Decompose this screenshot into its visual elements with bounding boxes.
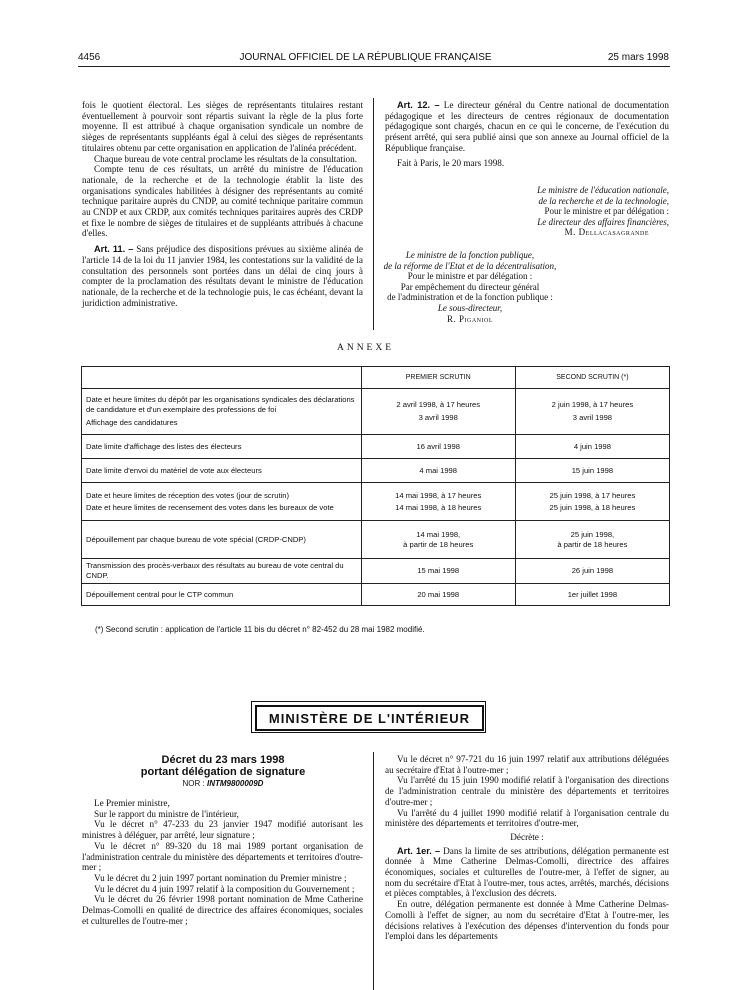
- article-label: Art. 12. –: [397, 100, 440, 110]
- row-label: Date et heure limites de recensement des votes dans les bureaux de vote: [86, 502, 334, 512]
- cell-value: 4 mai 1998: [361, 459, 515, 483]
- paragraph: Vu le décret du 2 juin 1997 portant nomination du Premier ministre ;: [94, 872, 347, 883]
- paragraph: Vu le décret n° 89-320 du 18 mai 1989 portant organisation de l'administration centrale du ministère des départements et territoires d'outre-mer ;: [82, 840, 363, 873]
- decret-left-column: [82, 798, 363, 926]
- col-premier-scrutin: PREMIER SCRUTIN: [361, 367, 515, 389]
- signatory-name: M. Dellacasagrande: [564, 227, 649, 238]
- nor-line: [82, 779, 364, 788]
- table-row: [82, 559, 670, 584]
- table-row: [82, 435, 670, 459]
- table-row: [82, 483, 670, 521]
- cell-value: 20 mai 1998: [361, 584, 515, 606]
- signatory-title: Le ministre de la fonction publique,: [405, 250, 535, 260]
- delegation-line: Par empêchement du directeur général: [400, 281, 540, 292]
- cell-value: 25 juin 1998, à 18 heures: [549, 502, 636, 512]
- annexe-table: [81, 366, 670, 606]
- article-text: Sans préjudice des dispositions prévues au sixième alinéa de l'article 14 de la loi du 11 janvier 1984, les contestations sur la validité de la consultation des personnels sont portées dans un délai de cinq jours à compter de la proclamation des résultats devant le ministre de l'éducation nationale, de la recherche et de la technologie puis, le cas échéant, devant la juridiction administrative.: [82, 244, 363, 308]
- delegation-line: de l'administration et de la fonction publique :: [387, 292, 553, 303]
- article-label: Art. 1er. –: [397, 845, 441, 856]
- cell-value: 14 mai 1998, à 18 heures: [395, 502, 482, 512]
- article-label: Art. 11. –: [94, 244, 134, 255]
- cell-value: 16 avril 1998: [361, 435, 515, 459]
- page-number: 4456: [78, 52, 101, 63]
- decret-subtitle: portant délégation de signature: [140, 766, 306, 778]
- top-left-column: [82, 100, 363, 308]
- delegation-line: Pour le ministre et par délégation :: [407, 271, 533, 282]
- ministry-heading: [255, 705, 484, 731]
- cell-value: 26 juin 1998: [515, 559, 669, 584]
- paragraph: Vu l'arrêté du 4 juillet 1990 modifié relatif à l'organisation centrale du ministère des départements et territoires d'outre-mer,: [385, 807, 669, 829]
- paragraph: Chaque bureau de vote central proclame les résultats de la consultation.: [94, 153, 358, 164]
- row-label: Dépouillement par chaque bureau de vote spécial (CRDP-CNDP): [82, 521, 362, 559]
- row-label: Transmission des procès-verbaux des résultats au bureau de vote central du CNDP.: [82, 559, 362, 584]
- paragraph: Vu le décret du 4 juin 1997 relatif à la composition du Gouvernement ;: [94, 883, 355, 894]
- cell-value: 25 juin 1998, à 17 heures: [549, 490, 636, 500]
- cell-value: 3 avril 1998: [572, 413, 613, 422]
- cell-value: 4 juin 1998: [515, 435, 669, 459]
- signatory-title: de la réforme de l'Etat et de la décentralisation,: [383, 260, 557, 271]
- table-row: [82, 389, 670, 435]
- row-label: Date limite d'envoi du matériel de vote aux électeurs: [82, 459, 362, 483]
- paragraph: fois le quotient électoral. Les sièges de représentants titulaires restant éventuellement à pourvoir sont répartis suivant la règle de la plus forte moyenne. Il est attribué à chaque organisation syndicale un nombre de sièges de représentants suppléants égal à celui des sièges de représentants titulaires obtenu par cette organisation en application de l'alinéa précédent.: [82, 100, 363, 153]
- journal-title: JOURNAL OFFICIEL DE LA RÉPUBLIQUE FRANÇAISE: [239, 52, 492, 63]
- cell-value: 2 juin 1998, à 17 heures: [551, 400, 634, 409]
- article-1: [385, 846, 669, 900]
- signatory-title: de la recherche et de la technologie,: [538, 195, 669, 206]
- table-row: [82, 459, 670, 483]
- cell-value: 15 juin 1998: [515, 459, 669, 483]
- paragraph: Vu le décret n° 47-233 du 23 janvier 1947 modifié autorisant les ministres à déléguer, par arrêté, leur signature ;: [82, 819, 363, 841]
- decrete: Décrète :: [510, 831, 544, 842]
- table-row: [82, 521, 670, 559]
- row-label: Date et heure limites du dépôt par les organisations syndicales des déclarations de candidature et d'un exemplaire des professions de foi: [86, 395, 355, 414]
- article-12: [385, 100, 669, 154]
- nor-label: NOR :: [182, 779, 205, 788]
- row-label: Date limite d'affichage des listes des électeurs: [82, 435, 362, 459]
- nor-value: INTM9800009D: [206, 779, 264, 788]
- paragraph: Le Premier ministre,: [94, 798, 170, 808]
- article-text: Le directeur général du Centre national de documentation pédagogique et les directeurs de centres régionaux de documentation pédagogique sont chargés, chacun en ce qui le concerne, de l'exécution du présent arrêté, qui sera publié ainsi que son annexe au Journal officiel de la République française.: [385, 100, 669, 153]
- decret-right-column: [385, 754, 669, 942]
- header-rule: [78, 66, 670, 67]
- issue-date: 25 mars 1998: [607, 52, 669, 63]
- cell-value: 3 avril 1998: [418, 413, 458, 422]
- cell-value: 15 mai 1998: [361, 559, 515, 584]
- paragraph: En outre, délégation permanente est donnée à Mme Catherine Delmas-Comolli à l'effet de signer, au nom du secrétaire d'Etat à l'outre-mer, les décisions relatives à l'exécution des dépenses d'intervention du fonds pour l'emploi dans les départements: [385, 899, 669, 942]
- row-label: Date et heure limites de réception des votes (jour de scrutin): [86, 490, 290, 500]
- col-second-scrutin: SECOND SCRUTIN (*): [515, 367, 669, 389]
- signature-block-1: [537, 185, 669, 238]
- cell-value: 1er juillet 1998: [515, 584, 669, 606]
- fait-a-paris: Fait à Paris, le 20 mars 1998.: [397, 157, 505, 168]
- signatory-name: R. Piganiol: [446, 313, 493, 324]
- annexe-title: ANNEXE: [336, 343, 395, 353]
- top-right-column: [385, 100, 669, 168]
- signatory-title: Le sous-directeur,: [437, 302, 503, 313]
- paragraph: Sur le rapport du ministre de l'intérieur,: [94, 808, 239, 819]
- annexe-footnote: (*) Second scrutin : application de l'article 11 bis du décret n° 82-452 du 28 mai 1982 modifié.: [95, 625, 425, 634]
- row-label: Dépouillement central pour le CTP commun: [82, 584, 362, 606]
- paragraph: Compte tenu de ces résultats, un arrêté du ministre de l'éducation nationale, de la recherche et de la technologie établit la liste des organisations syndicales habilitées à désigner des représentants au comité technique paritaire auprès du CNDP, au comité technique paritaire commun au CNDP et aux CRDP, aux comités techniques paritaires auprès des CRDP et fixe le nombre de sièges de titulaires et de suppléants attribués à chacune d'elles.: [82, 164, 363, 239]
- paragraph: Vu l'arrêté du 15 juin 1990 modifié relatif à l'organisation des directions de l'administration centrale du ministère des départements et territoires d'outre-mer ;: [385, 775, 669, 807]
- signature-block-2: [380, 250, 560, 324]
- cell-value: 25 juin 1998,: [570, 529, 615, 539]
- cell-value: à partir de 18 heures: [403, 539, 474, 549]
- table-row: [82, 584, 670, 606]
- delegation-line: Pour le ministre et par délégation :: [544, 206, 669, 217]
- cell-value: 2 avril 1998, à 17 heures: [396, 400, 480, 409]
- ministry-title: MINISTÈRE DE L'INTÉRIEUR: [268, 710, 471, 726]
- signatory-title: Le directeur des affaires financières,: [537, 216, 669, 227]
- cell-value: 14 mai 1998,: [416, 529, 461, 539]
- article-11: [82, 244, 363, 308]
- empty-header: [82, 367, 362, 389]
- signatory-title: Le ministre de l'éducation nationale,: [537, 185, 669, 195]
- column-divider: [373, 98, 374, 330]
- paragraph: Vu le décret n° 97-721 du 16 juin 1997 relatif aux attributions déléguées au secrétaire d'Etat à l'outre-mer ;: [385, 754, 669, 775]
- column-divider: [373, 752, 374, 990]
- row-label: Affichage des candidatures: [86, 418, 178, 427]
- paragraph: Vu le décret du 26 février 1998 portant nomination de Mme Catherine Delmas-Comolli en qualité de directrice des affaires économiques, sociales et culturelles de l'outre-mer ;: [82, 894, 363, 926]
- article-text: Dans la limite de ses attributions, délégation permanente est donnée à Mme Catherine Delmas-Comolli, directrice des affaires économiques, sociales et culturelles de l'outre-mer, à l'effet de signer, au nom du secrétaire d'Etat à l'outre-mer, tous actes, arrêtés, marchés, décisions et pièces comptables, à l'exclusion des décrets.: [385, 845, 669, 899]
- decret-title: Décret du 23 mars 1998: [161, 754, 285, 766]
- cell-value: 14 mai 1998, à 17 heures: [395, 490, 482, 500]
- table-header-row: [82, 367, 670, 389]
- cell-value: à partir de 18 heures: [557, 539, 628, 549]
